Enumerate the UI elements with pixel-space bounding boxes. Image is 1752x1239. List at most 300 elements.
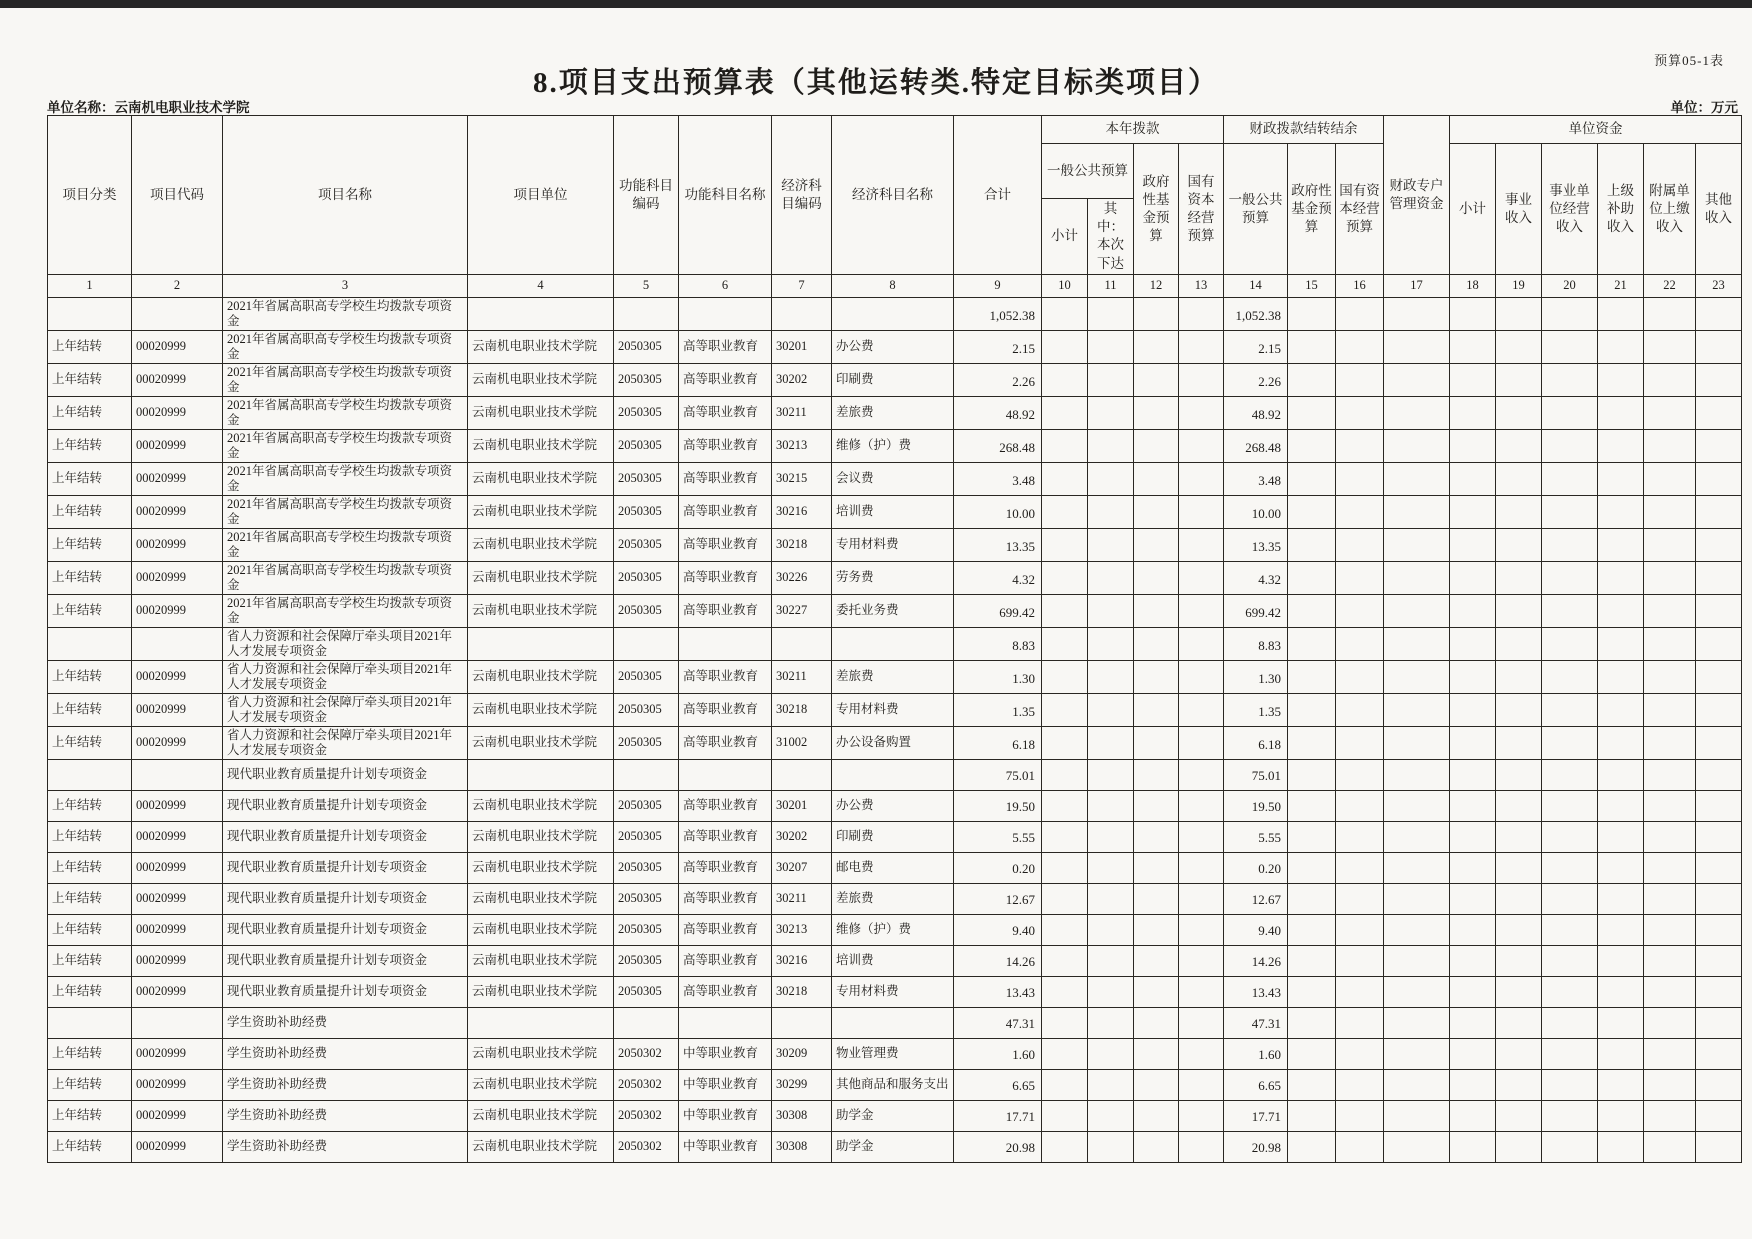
cell: [1496, 945, 1542, 976]
cell: 2050305: [614, 429, 679, 462]
table-row: [48, 726, 1742, 759]
cell: [1696, 790, 1742, 821]
cell: [1384, 1069, 1450, 1100]
cell: 上年结转: [48, 363, 132, 396]
cell: [1336, 883, 1384, 914]
cell: 高等职业教育: [679, 976, 772, 1007]
cell: 30215: [772, 462, 832, 495]
cell: 上年结转: [48, 561, 132, 594]
table-body: [48, 297, 1742, 1162]
cell: 30202: [772, 821, 832, 852]
cell: [1542, 363, 1598, 396]
cell: [1288, 1069, 1336, 1100]
cell: [1042, 330, 1088, 363]
cell: [1644, 528, 1696, 561]
cell: [1598, 627, 1644, 660]
scan-artifact-strip: [0, 0, 1752, 8]
cell: 00020999: [132, 914, 223, 945]
cell: [1450, 363, 1496, 396]
cell: [1496, 1007, 1542, 1038]
cell: [1496, 594, 1542, 627]
cell: [1542, 330, 1598, 363]
cell: [1384, 945, 1450, 976]
cell: [1542, 790, 1598, 821]
cell: 30218: [772, 976, 832, 1007]
cell: 邮电费: [832, 852, 954, 883]
table-row: [48, 297, 1742, 330]
header-func-subject-name: 功能科目名称: [679, 116, 772, 275]
cell: [1496, 1100, 1542, 1131]
cell: [1336, 1100, 1384, 1131]
header-carryover-state-capital: 国有资本经营预算: [1336, 144, 1384, 275]
cell: [1450, 330, 1496, 363]
cell: 其他商品和服务支出: [832, 1069, 954, 1100]
cell: [1336, 627, 1384, 660]
cell: [1384, 561, 1450, 594]
cell: [1496, 627, 1542, 660]
cell: [1542, 759, 1598, 790]
cell: 2050305: [614, 852, 679, 883]
cell: [1696, 396, 1742, 429]
cell: [1179, 330, 1224, 363]
cell: [1179, 1038, 1224, 1069]
cell: [1696, 693, 1742, 726]
cell: 2021年省属高职高专学校生均拨款专项资金: [223, 594, 468, 627]
header-unit-funds-group: 单位资金: [1450, 116, 1742, 144]
cell: [1598, 462, 1644, 495]
cell: 2021年省属高职高专学校生均拨款专项资金: [223, 462, 468, 495]
cell: 高等职业教育: [679, 561, 772, 594]
cell: 云南机电职业技术学院: [468, 396, 614, 429]
cell: [1042, 976, 1088, 1007]
cell: [1450, 945, 1496, 976]
cell: [1598, 1007, 1644, 1038]
cell: 5.55: [954, 821, 1042, 852]
cell: [1384, 821, 1450, 852]
cell: 30216: [772, 495, 832, 528]
cell: [1088, 627, 1134, 660]
cell: 高等职业教育: [679, 821, 772, 852]
cell: [1288, 330, 1336, 363]
cell: [1496, 693, 1542, 726]
cell: [1384, 759, 1450, 790]
cell: 2050305: [614, 363, 679, 396]
cell: 委托业务费: [832, 594, 954, 627]
header-business-operating-income: 事业单位经营收入: [1542, 144, 1598, 275]
cell: 00020999: [132, 790, 223, 821]
cell: [1450, 976, 1496, 1007]
cell: [1179, 297, 1224, 330]
cell: 1.30: [1224, 660, 1288, 693]
cell: 2021年省属高职高专学校生均拨款专项资金: [223, 561, 468, 594]
cell: 2050305: [614, 561, 679, 594]
cell: [772, 627, 832, 660]
cell: [1288, 495, 1336, 528]
cell: [1336, 945, 1384, 976]
cell: [1288, 396, 1336, 429]
cell: 2021年省属高职高专学校生均拨款专项资金: [223, 429, 468, 462]
cell: [1336, 726, 1384, 759]
cell: [1598, 594, 1644, 627]
cell: [1384, 976, 1450, 1007]
cell: [1384, 914, 1450, 945]
header-carryover-group: 财政拨款结转结余: [1224, 116, 1384, 144]
cell: [1542, 1007, 1598, 1038]
cell: [1450, 790, 1496, 821]
cell: 省人力资源和社会保障厅牵头项目2021年人才发展专项资金: [223, 627, 468, 660]
cell: 2.26: [954, 363, 1042, 396]
cell: [1134, 976, 1179, 1007]
cell: [1288, 914, 1336, 945]
cell: [1542, 1100, 1598, 1131]
header-econ-subject-name: 经济科目名称: [832, 116, 954, 275]
cell: 30209: [772, 1038, 832, 1069]
cell: [1179, 1069, 1224, 1100]
header-general-public-subtotal: 小计: [1042, 199, 1088, 275]
cell: [1542, 462, 1598, 495]
cell: 高等职业教育: [679, 914, 772, 945]
cell: [1336, 495, 1384, 528]
cell: [1042, 945, 1088, 976]
cell: 维修（护）费: [832, 914, 954, 945]
cell: [1336, 429, 1384, 462]
cell: [1134, 693, 1179, 726]
cell: [1288, 1100, 1336, 1131]
cell: [1496, 883, 1542, 914]
cell: [1042, 1007, 1088, 1038]
cell: 现代职业教育质量提升计划专项资金: [223, 821, 468, 852]
cell: 云南机电职业技术学院: [468, 726, 614, 759]
cell: [1644, 594, 1696, 627]
cell: [1134, 914, 1179, 945]
column-number-row: [48, 274, 1742, 297]
cell: 30211: [772, 883, 832, 914]
header-general-public-budget: 一般公共预算: [1042, 144, 1134, 199]
cell: 2.26: [1224, 363, 1288, 396]
cell: 2050305: [614, 693, 679, 726]
cell: [1336, 1131, 1384, 1162]
cell: [1644, 429, 1696, 462]
cell: [1336, 1038, 1384, 1069]
cell: [1598, 528, 1644, 561]
cell: 2050305: [614, 726, 679, 759]
cell: 1,052.38: [954, 297, 1042, 330]
header-superior-subsidy-income: 上级补助收入: [1598, 144, 1644, 275]
cell: [1288, 561, 1336, 594]
cell: [1134, 297, 1179, 330]
cell: [1696, 330, 1742, 363]
cell: [1542, 726, 1598, 759]
cell: [48, 1007, 132, 1038]
cell: [1450, 495, 1496, 528]
cell: [1542, 1131, 1598, 1162]
cell: 14.26: [954, 945, 1042, 976]
cell: [1288, 1131, 1336, 1162]
cell: [614, 627, 679, 660]
cell: [1696, 594, 1742, 627]
cell: [1179, 1131, 1224, 1162]
cell: [1598, 821, 1644, 852]
cell: 高等职业教育: [679, 790, 772, 821]
cell: [132, 297, 223, 330]
cell: [1336, 330, 1384, 363]
cell: [1696, 726, 1742, 759]
cell: [1496, 821, 1542, 852]
cell: [1134, 1100, 1179, 1131]
cell: 2050305: [614, 660, 679, 693]
cell: [1179, 528, 1224, 561]
cell: 中等职业教育: [679, 1038, 772, 1069]
cell: [1644, 627, 1696, 660]
cell: [1696, 429, 1742, 462]
cell: 20.98: [954, 1131, 1042, 1162]
cell: 云南机电职业技术学院: [468, 330, 614, 363]
cell: 云南机电职业技术学院: [468, 1100, 614, 1131]
header-group-row: [48, 116, 1742, 144]
cell: 高等职业教育: [679, 883, 772, 914]
cell: [1336, 790, 1384, 821]
cell: 00020999: [132, 660, 223, 693]
cell: 17.71: [1224, 1100, 1288, 1131]
cell: [1644, 1038, 1696, 1069]
cell: [1088, 462, 1134, 495]
cell: 30213: [772, 914, 832, 945]
cell: 云南机电职业技术学院: [468, 462, 614, 495]
cell: [1134, 396, 1179, 429]
cell: 19.50: [1224, 790, 1288, 821]
cell: [1336, 660, 1384, 693]
cell: [1644, 883, 1696, 914]
header-total: 合计: [954, 116, 1042, 275]
cell: 6.65: [1224, 1069, 1288, 1100]
cell: [1384, 693, 1450, 726]
cell: [1598, 330, 1644, 363]
unit-of-measure-label: 单位：万元: [1670, 100, 1738, 115]
cell: 10.00: [954, 495, 1042, 528]
cell: [1598, 790, 1644, 821]
cell: 00020999: [132, 726, 223, 759]
cell: [772, 1007, 832, 1038]
cell: [1598, 759, 1644, 790]
cell: [1696, 627, 1742, 660]
cell: [1134, 790, 1179, 821]
cell: 高等职业教育: [679, 462, 772, 495]
cell: [1598, 495, 1644, 528]
cell: 现代职业教育质量提升计划专项资金: [223, 914, 468, 945]
cell: [1336, 693, 1384, 726]
cell: [1288, 660, 1336, 693]
header-econ-subject-code: 经济科目编码: [772, 116, 832, 275]
cell: 1.60: [954, 1038, 1042, 1069]
cell: [1288, 945, 1336, 976]
cell: 劳务费: [832, 561, 954, 594]
cell: 差旅费: [832, 883, 954, 914]
cell: [1288, 976, 1336, 1007]
cell: 云南机电职业技术学院: [468, 976, 614, 1007]
cell: [1042, 726, 1088, 759]
cell: [772, 759, 832, 790]
cell: 48.92: [954, 396, 1042, 429]
cell: [1450, 1007, 1496, 1038]
cell: 30218: [772, 693, 832, 726]
cell: [1644, 561, 1696, 594]
form-code: 预算05-1表: [1654, 53, 1724, 68]
cell: 高等职业教育: [679, 660, 772, 693]
cell: 差旅费: [832, 660, 954, 693]
cell: [468, 1007, 614, 1038]
cell: [1288, 627, 1336, 660]
cell: [1134, 1038, 1179, 1069]
cell: [1496, 561, 1542, 594]
cell: [1542, 528, 1598, 561]
cell: [1042, 852, 1088, 883]
cell: 2050305: [614, 396, 679, 429]
cell: [1598, 1100, 1644, 1131]
cell: 30202: [772, 363, 832, 396]
cell: 高等职业教育: [679, 495, 772, 528]
cell: [1384, 883, 1450, 914]
cell: 4.32: [1224, 561, 1288, 594]
cell: 17.71: [954, 1100, 1042, 1131]
cell: [1179, 462, 1224, 495]
cell: 5.55: [1224, 821, 1288, 852]
cell: [1042, 660, 1088, 693]
cell: [1696, 1038, 1742, 1069]
cell: 48.92: [1224, 396, 1288, 429]
cell: [1179, 852, 1224, 883]
cell: [832, 297, 954, 330]
cell: [1598, 914, 1644, 945]
column-number: 21: [1598, 274, 1644, 297]
cell: [1696, 297, 1742, 330]
cell: 高等职业教育: [679, 945, 772, 976]
cell: [772, 297, 832, 330]
cell: [1598, 852, 1644, 883]
cell: [1450, 821, 1496, 852]
cell: 中等职业教育: [679, 1069, 772, 1100]
cell: 培训费: [832, 945, 954, 976]
cell: [1179, 976, 1224, 1007]
cell: [1644, 1007, 1696, 1038]
cell: [1384, 330, 1450, 363]
cell: 00020999: [132, 528, 223, 561]
cell: [1644, 821, 1696, 852]
cell: [1450, 759, 1496, 790]
cell: [1542, 693, 1598, 726]
column-number: 23: [1696, 274, 1742, 297]
cell: 上年结转: [48, 790, 132, 821]
cell: [1179, 790, 1224, 821]
cell: [1088, 945, 1134, 976]
cell: [1450, 297, 1496, 330]
cell: 0.20: [1224, 852, 1288, 883]
cell: [1542, 396, 1598, 429]
column-number: 22: [1644, 274, 1696, 297]
cell: 上年结转: [48, 1038, 132, 1069]
cell: 上年结转: [48, 1069, 132, 1100]
cell: [1450, 914, 1496, 945]
cell: 云南机电职业技术学院: [468, 852, 614, 883]
cell: 13.35: [1224, 528, 1288, 561]
cell: [1384, 1038, 1450, 1069]
cell: 高等职业教育: [679, 429, 772, 462]
cell: [1179, 363, 1224, 396]
column-number: 13: [1179, 274, 1224, 297]
cell: [1384, 396, 1450, 429]
cell: [1042, 821, 1088, 852]
column-number: 1: [48, 274, 132, 297]
cell: [1384, 726, 1450, 759]
table-header: [48, 116, 1742, 298]
cell: [1496, 330, 1542, 363]
cell: 上年结转: [48, 852, 132, 883]
cell: [1088, 1007, 1134, 1038]
cell: 高等职业教育: [679, 852, 772, 883]
column-number: 2: [132, 274, 223, 297]
cell: 00020999: [132, 945, 223, 976]
cell: [1496, 852, 1542, 883]
cell: [1644, 495, 1696, 528]
column-number: 4: [468, 274, 614, 297]
cell: [1450, 883, 1496, 914]
cell: [1644, 1131, 1696, 1162]
table-row: [48, 976, 1742, 1007]
cell: [1542, 297, 1598, 330]
cell: [1134, 363, 1179, 396]
cell: [1644, 297, 1696, 330]
cell: [1644, 396, 1696, 429]
cell: [1088, 594, 1134, 627]
cell: [1179, 594, 1224, 627]
cell: [1542, 852, 1598, 883]
cell: [1134, 852, 1179, 883]
cell: 上年结转: [48, 821, 132, 852]
cell: 专用材料费: [832, 693, 954, 726]
cell: [1042, 1038, 1088, 1069]
cell: 2050305: [614, 914, 679, 945]
cell: [1179, 495, 1224, 528]
header-func-subject-code: 功能科目编码: [614, 116, 679, 275]
cell: [1696, 759, 1742, 790]
cell: [1542, 561, 1598, 594]
cell: [1644, 914, 1696, 945]
cell: [1496, 363, 1542, 396]
cell: 00020999: [132, 1131, 223, 1162]
cell: [1134, 945, 1179, 976]
cell: [1179, 660, 1224, 693]
cell: [1598, 976, 1644, 1007]
cell: [1696, 945, 1742, 976]
cell: 上年结转: [48, 883, 132, 914]
cell: [1336, 561, 1384, 594]
cell: [132, 1007, 223, 1038]
cell: 2021年省属高职高专学校生均拨款专项资金: [223, 528, 468, 561]
cell: [1134, 330, 1179, 363]
cell: [1179, 396, 1224, 429]
cell: [1384, 1100, 1450, 1131]
cell: 00020999: [132, 330, 223, 363]
cell: [1288, 726, 1336, 759]
table-row: [48, 330, 1742, 363]
table-row: [48, 396, 1742, 429]
table-row: [48, 561, 1742, 594]
cell: [1288, 852, 1336, 883]
page-title: 8.项目支出预算表（其他运转类.特定目标类项目）: [532, 67, 1219, 99]
cell: [679, 759, 772, 790]
cell: [1088, 693, 1134, 726]
cell: 云南机电职业技术学院: [468, 561, 614, 594]
cell: [1288, 528, 1336, 561]
